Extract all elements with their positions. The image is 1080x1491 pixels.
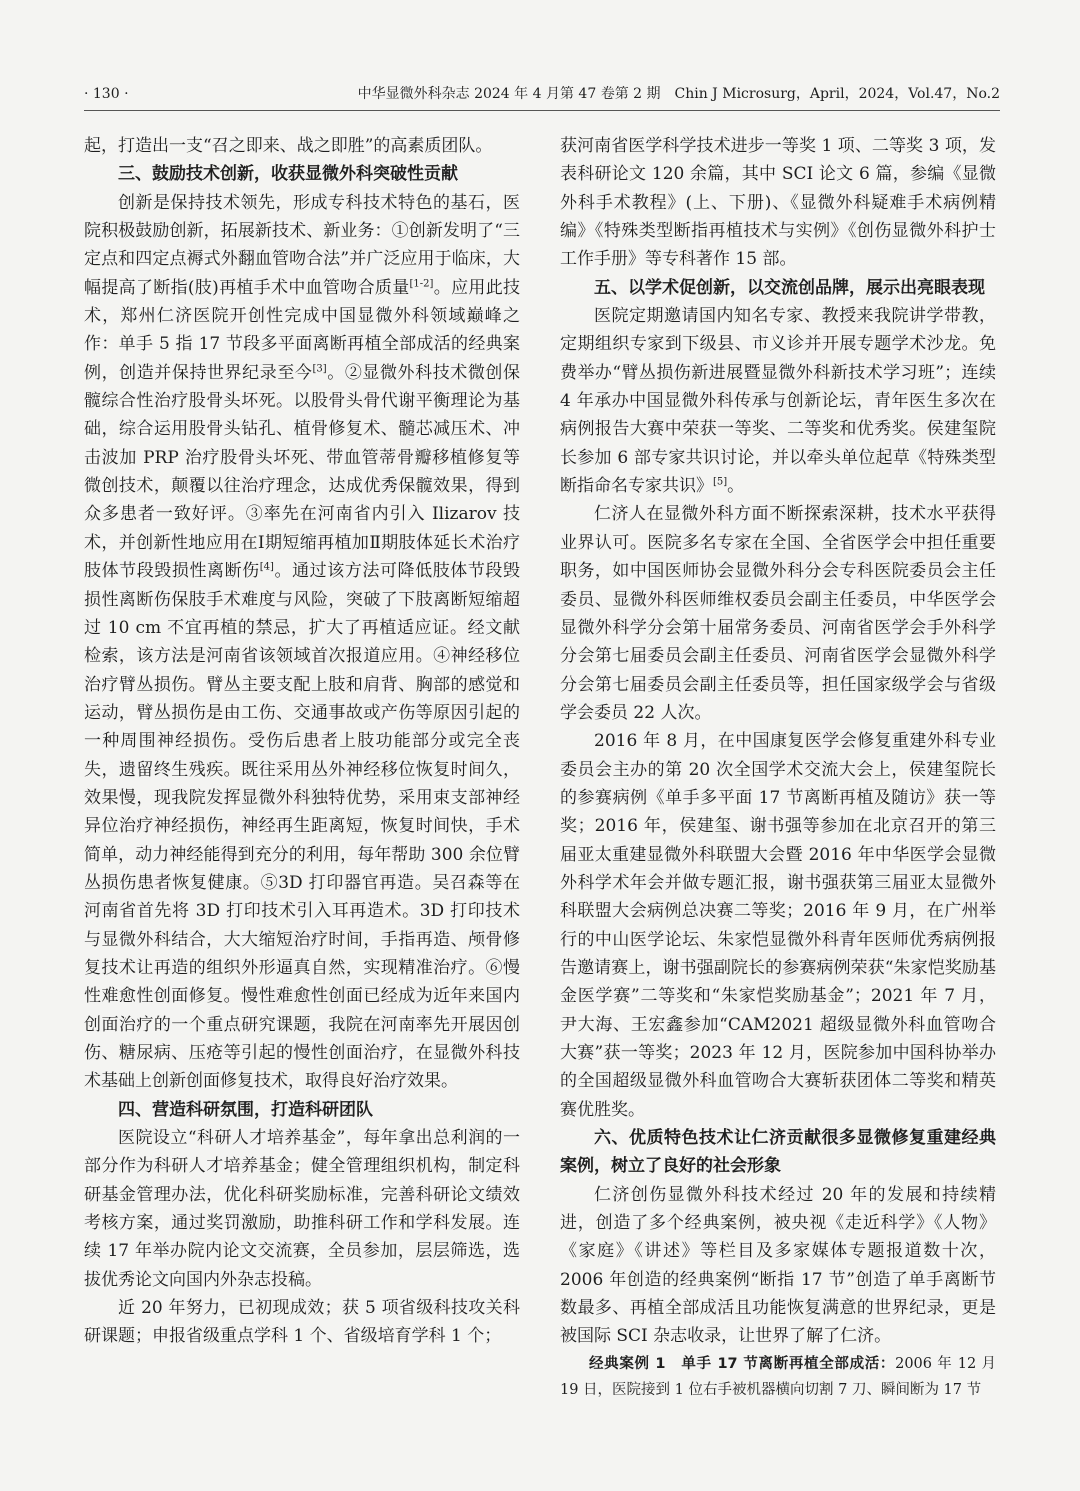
paragraph: 医院定期邀请国内知名专家、教授来我院讲学带教，定期组织专家到下级县、市义诊并开展专题学术沙龙。免费举办“臂丛损伤新进展暨显微外科新技术学习班”；连续 4 年承办中国显微外科传承与创新论坛，青年医生多次在病例报告大赛中荣获一等奖、二等奖和优秀奖。侯建玺院长参加 6 部专家共识讨论，并以牵头单位起草《特殊类型断指命名专家共识》[5]。 <box>560 306 996 497</box>
section-heading-3: 三、鼓励技术创新，收获显微外科突破性贡献 <box>118 164 458 185</box>
running-header <box>84 80 1000 111</box>
section-heading-5: 五、以学术促创新，以交流创品牌，展示出亮眼表现 <box>594 277 985 298</box>
classic-case-1: 经典案例 1 单手 17 节离断再植全部成活：2006 年 12 月 19 日，医院接到 1 位右手被机器横向切割 7 刀、瞬间断为 17 节 <box>560 1355 996 1398</box>
page-number: · 130 · <box>84 86 129 102</box>
section-heading-6: 六、优质特色技术让仁济贡献很多显微修复重建经典案例，树立了良好的社会形象 <box>560 1128 996 1177</box>
paragraph: 起，打造出一支“召之即来、战之即胜”的高素质团队。 <box>84 136 493 156</box>
reference-5: [5] <box>713 476 728 488</box>
journal-citation: 中华显微外科杂志 2024 年 4 月第 47 卷第 2 期 Chin J Microsurg，April，2024，Vol.47，No.2 <box>357 86 1000 102</box>
paragraph: 获河南省医学科学技术进步一等奖 1 项、二等奖 3 项，发表科研论文 120 余篇，其中 SCI 论文 6 篇，参编《显微外科手术教程》(上、下册)、《显微外科疑难手术病例精编》《特殊类型断指再植技术与实例》《创伤显微外科护士工作手册》等专科著作 15 部。 <box>560 136 996 270</box>
paragraph: 近 20 年努力，已初现成效；获 5 项省级科技攻关科研课题；申报省级重点学科 1 个、省级培育学科 1 个； <box>84 1298 520 1347</box>
reference-4: [4] <box>259 561 274 573</box>
paragraph: 仁济人在显微外科方面不断探索深耕，技术水平获得业界认可。医院多名专家在全国、全省医学会中担任重要职务，如中国医师协会显微外科分会专科医院委员会主任委员、显微外科医师维权委员会副主任委员，中华医学会显微外科学分会第十届常务委员、河南省医学会手外科学分会第七届委员会副主任委员、河南省医学会显微外科学分会第七届委员会副主任委员等，担任国家级学会与省级学会委员 22 人次。 <box>560 504 996 723</box>
paragraph: 医院设立“科研人才培养基金”，每年拿出总利润的一部分作为科研人才培养基金；健全管理组织机构，制定科研基金管理办法，优化科研奖励标准，完善科研论文绩效考核方案，通过奖罚激励，助推科研工作和学科发展。连续 17 年举办院内论文交流赛，全员参加，层层筛选，选拔优秀论文向国内外杂志投稿。 <box>84 1128 520 1290</box>
reference-1-2: [1-2] <box>409 278 434 290</box>
paragraph: 创新是保持技术领先，形成专科技术特色的基石，医院积极鼓励创新，拓展新技术、新业务：①创新发明了“三定点和四定点褥式外翻血管吻合法”并广泛应用于临床，大幅提高了断指(肢)再植手术中血管吻合质量[1-2]。应用此技术，郑州仁济医院开创性完成中国显微外科领域巅峰之作：单手 5 指 17 节段多平面离断再植全部成活的经典案例，创造并保持世界纪录至今[3]。②显微外科技术微创保髋综合性治疗股骨头坏死。以股骨头骨代谢平衡理论为基础，综合运用股骨头钻孔、植骨修复术、髓芯减压术、冲击波加 PRP 治疗股骨头坏死、带血管蒂骨瓣移植修复等微创技术，颠覆以往治疗理念，达成优秀保髋效果，得到众多患者一致好评。③率先在河南省内引入 Ilizarov 技术，并创新性地应用在Ⅰ期短缩再植加Ⅱ期肢体延长术治疗肢体节段毁损性离断伤[4]。通过该方法可降低肢体节段毁损性离断伤保肢手术难度与风险，突破了下肢离断短缩超过 10 cm 不宜再植的禁忌，扩大了再植适应证。经文献检索，该方法是河南省该领域首次报道应用。④神经移位治疗臂丛损伤。臂丛主要支配上肢和肩背、胸部的感觉和运动，臂丛损伤是由工伤、交通事故或产伤等原因引起的一种周围神经损伤。受伤后患者上肢功能部分或完全丧失，遗留终生残疾。既往采用丛外神经移位恢复时间久，效果慢，现我院发挥显微外科独特优势，采用束支部神经异位治疗神经损伤，神经再生距离短，恢复时间快，手术简单，动力神经能得到充分的利用，每年帮助 300 余位臂丛损伤患者恢复健康。⑤3D 打印器官再造。吴召森等在河南省首先将 3D 打印技术引入耳再造术。3D 打印技术与显微外科结合，大大缩短治疗时间，手指再造、颅骨修复技术让再造的组织外形逼真自然，实现精准治疗。⑥慢性难愈性创面修复。慢性难愈性创面已经成为近年来国内创面治疗的一个重点研究课题，我院在河南率先开展因创伤、糖尿病、压疮等引起的慢性创面治疗，在显微外科技术基础上创新创面修复技术，取得良好治疗效果。 <box>84 192 521 1092</box>
right-column <box>560 132 996 1403</box>
left-column <box>84 132 520 1351</box>
case-title: 经典案例 1 单手 17 节离断再植全部成活： <box>589 1355 896 1372</box>
reference-3: [3] <box>312 363 327 375</box>
paragraph: 2016 年 8 月，在中国康复医学会修复重建外科专业委员会主办的第 20 次全国学术交流大会上，侯建玺院长的参赛病例《单手多平面 17 节离断再植及随访》获一等奖；2016 年，侯建玺、谢书强等参加在北京召开的第三届亚太重建显微外科联盟大会暨 2016 年中华医学会显微外科学术年会并做专题汇报，谢书强获第三届亚太显微外科联盟大会病例总决赛二等奖；2016 年 9 月，在广州举行的中山医学论坛、朱家恺显微外科青年医师优秀病例报告邀请赛上，谢书强副院长的参赛病例荣获“朱家恺奖励基金医学赛”二等奖和“朱家恺奖励基金”；2021 年 7 月，尹大海、王宏鑫参加“CAM2021 超级显微外科血管吻合大赛”获一等奖；2023 年 12 月，医院参加中国科协举办的全国超级显微外科血管吻合大赛斩获团体二等奖和精英赛优胜奖。 <box>560 731 996 1120</box>
paragraph: 仁济创伤显微外科技术经过 20 年的发展和持续精进，创造了多个经典案例，被央视《走近科学》《人物》《家庭》《讲述》等栏目及多家媒体专题报道数十次，2006 年创造的经典案例“断指 17 节”创造了单手离断节数最多、再植全部成活且功能恢复满意的世界纪录，更是被国际 SCI 杂志收录，让世界了解了仁济。 <box>560 1184 996 1347</box>
section-heading-4: 四、营造科研氛围，打造科研团队 <box>118 1099 373 1120</box>
